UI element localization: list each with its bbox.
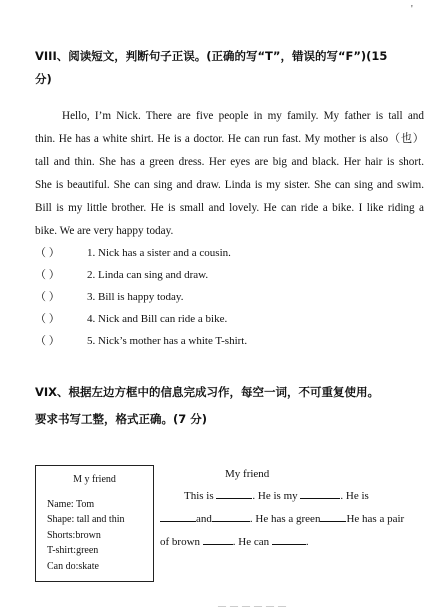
essay-text: . bbox=[305, 536, 309, 548]
essay-text: . He is bbox=[340, 490, 369, 502]
info-box-lines bbox=[47, 497, 153, 575]
blank-field[interactable] bbox=[160, 510, 196, 522]
passage-line: She is beautiful. She can sing and draw. Linda is my sister. She can sing and swim. bbox=[35, 179, 424, 191]
essay-line-2 bbox=[160, 508, 424, 531]
passage-line: tall and thin. She has a green dress. Her eyes are big and black. Her hair is short. bbox=[35, 156, 424, 168]
question-item bbox=[35, 242, 424, 264]
answer-paren[interactable]: （ ） bbox=[35, 269, 60, 281]
essay-text: and bbox=[196, 513, 212, 525]
info-shape: Shape: tall and thin bbox=[47, 514, 125, 525]
essay-text: This is bbox=[184, 490, 214, 502]
blank-field[interactable] bbox=[203, 533, 233, 545]
essay-text: of brown bbox=[160, 536, 201, 548]
essay-body bbox=[160, 485, 424, 554]
reading-passage bbox=[35, 105, 424, 243]
answer-paren[interactable]: （ ） bbox=[35, 291, 60, 303]
answer-paren[interactable]: （ ） bbox=[35, 313, 60, 325]
blank-field[interactable] bbox=[320, 510, 346, 522]
info-name: Name: Tom bbox=[47, 498, 95, 510]
question-text: 4. Nick and Bill can ride a bike. bbox=[87, 313, 228, 325]
essay-line-3 bbox=[160, 531, 424, 554]
essay-title: My friend bbox=[225, 468, 270, 480]
section-8-heading-line2: 分) bbox=[35, 72, 52, 86]
blank-field[interactable] bbox=[272, 533, 306, 545]
question-text: 3. Bill is happy today. bbox=[87, 291, 184, 303]
blank-field[interactable] bbox=[300, 487, 340, 499]
essay-line-1 bbox=[160, 485, 424, 508]
blank-field[interactable] bbox=[212, 510, 250, 522]
answer-paren[interactable]: （ ） bbox=[35, 335, 60, 347]
section-9-heading-line1: VIX、根据左边方框中的信息完成习作，每空一词，不可重复使用。 bbox=[35, 385, 380, 399]
section-8-heading-line1: VIII、阅读短文，判断句子正误。(正确的写“T”，错误的写“F”)(15 bbox=[35, 49, 388, 63]
essay-text: . He is my bbox=[252, 490, 298, 502]
info-box bbox=[35, 465, 154, 582]
footer-marks: — — — — — — bbox=[218, 601, 287, 610]
question-list bbox=[35, 242, 424, 352]
essay-text: . He has a green bbox=[249, 513, 321, 525]
passage-line: Bill is my little brother. He is small and lovely. He can ride a bike. I like riding a bbox=[35, 202, 424, 214]
section-8-heading bbox=[35, 45, 420, 91]
passage-line: bike. We are very happy today. bbox=[35, 225, 174, 237]
question-item bbox=[35, 264, 424, 286]
info-box-title: M y friend bbox=[73, 474, 116, 485]
question-item bbox=[35, 330, 424, 352]
question-text: 5. Nick’s mother has a white T-shirt. bbox=[87, 335, 248, 347]
corner-mark: ' bbox=[411, 4, 413, 15]
info-tshirt: T-shirt:green bbox=[47, 545, 99, 556]
info-shorts: Shorts:brown bbox=[47, 529, 101, 541]
question-text: 1. Nick has a sister and a cousin. bbox=[87, 247, 231, 259]
essay-text: He has a pair bbox=[346, 513, 405, 525]
info-can-do: Can do:skate bbox=[47, 560, 99, 572]
question-item bbox=[35, 308, 424, 330]
passage-line: thin. He has a white shirt. He is a doctor. He can run fast. My mother is also（也） bbox=[35, 133, 424, 145]
question-text: 2. Linda can sing and draw. bbox=[87, 269, 209, 281]
blank-field[interactable] bbox=[216, 487, 252, 499]
passage-line: Hello, I’m Nick. There are five people in my family. My father is tall and bbox=[62, 110, 424, 122]
section-9-heading bbox=[35, 381, 424, 431]
section-9-heading-line2: 要求书写工整，格式正确。(7 分) bbox=[35, 412, 208, 426]
answer-paren[interactable]: （ ） bbox=[35, 247, 60, 259]
essay-text: . He can bbox=[232, 536, 270, 548]
question-item bbox=[35, 286, 424, 308]
